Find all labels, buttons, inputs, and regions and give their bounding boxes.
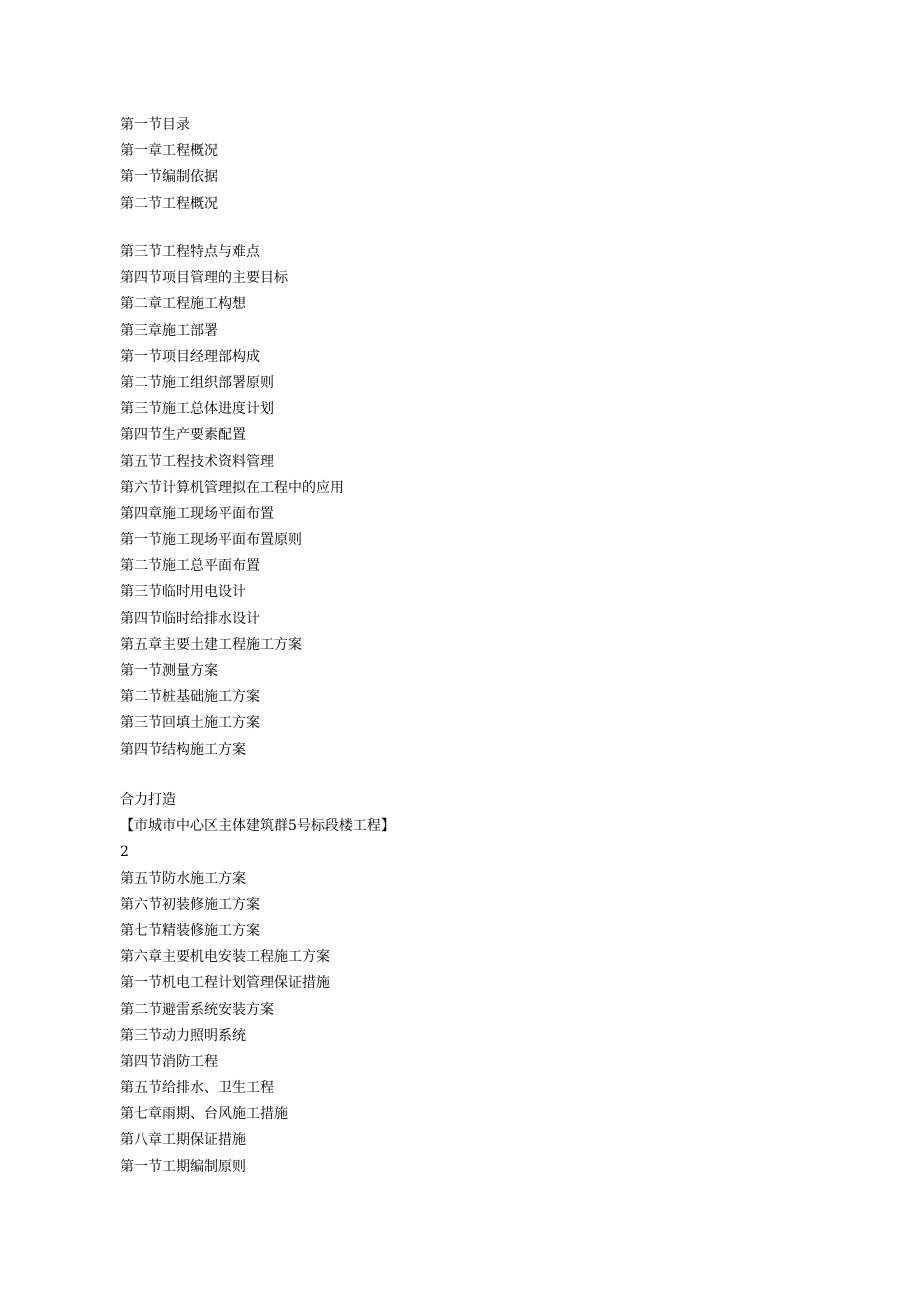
- toc-line: 第四节消防工程: [120, 1053, 218, 1070]
- toc-line: 第五章主要土建工程施工方案: [120, 636, 302, 653]
- toc-line: 第三节工程特点与难点: [120, 244, 260, 260]
- toc-line: 第二节工程概况: [120, 195, 218, 212]
- toc-block: [120, 239, 344, 763]
- toc-line: 第二节施工组织部署原则: [120, 374, 274, 391]
- toc-line: 第五节防水施工方案: [120, 870, 246, 887]
- toc-line: 第二节避雷系统安装方案: [120, 1001, 274, 1018]
- toc-line: 第四节结构施工方案: [120, 741, 246, 758]
- toc-line: 第一节目录: [120, 117, 190, 133]
- toc-line: 第五节工程技术资料管理: [120, 453, 274, 470]
- toc-line: 第一节机电工程计划管理保证措施: [120, 975, 330, 992]
- toc-line: 第七章雨期、台风施工措施: [120, 1106, 288, 1123]
- toc-line: 第二章工程施工构想: [120, 296, 246, 313]
- toc-line: 第三节回填土施工方案: [120, 715, 260, 732]
- toc-line: 第六节初装修施工方案: [120, 896, 260, 913]
- toc-line: 第五节给排水、卫生工程: [120, 1080, 274, 1097]
- toc-line: 第一节施工现场平面布置原则: [120, 532, 302, 549]
- toc-line: 第三节动力照明系统: [120, 1027, 246, 1044]
- toc-line: 第四节项目管理的主要目标: [120, 270, 288, 287]
- toc-line: 第四节临时给排水设计: [120, 610, 260, 627]
- toc-line: 2: [120, 844, 129, 861]
- toc-line: 第七节精装修施工方案: [120, 922, 260, 939]
- toc-line: 第六节计算机管理拟在工程中的应用: [120, 479, 344, 496]
- toc-line: 合力打造: [120, 792, 176, 808]
- toc-line: 第六章主要机电安装工程施工方案: [120, 949, 330, 966]
- toc-line: 第二节桩基础施工方案: [120, 689, 260, 706]
- toc-line: 第八章工期保证措施: [120, 1132, 246, 1149]
- toc-line: 第三章施工部署: [120, 322, 218, 339]
- toc-line: 第一章工程概况: [120, 143, 218, 160]
- toc-block: [120, 112, 218, 217]
- toc-line: 第四节生产要素配置: [120, 427, 246, 444]
- toc-line: 第三节临时用电设计: [120, 584, 246, 601]
- toc-line: 第一节项目经理部构成: [120, 348, 260, 365]
- toc-line: 第一节工期编制原则: [120, 1158, 246, 1175]
- toc-block: [120, 787, 395, 1180]
- toc-line: 第四章施工现场平面布置: [120, 505, 274, 522]
- toc-line: 第二节施工总平面布置: [120, 558, 260, 575]
- toc-line: 【市城市中心区主体建筑群5号标段楼工程】: [120, 818, 395, 835]
- toc-line: 第一节编制依据: [120, 169, 218, 186]
- toc-line: 第一节测量方案: [120, 663, 218, 679]
- toc-line: 第三节施工总体进度计划: [120, 401, 274, 418]
